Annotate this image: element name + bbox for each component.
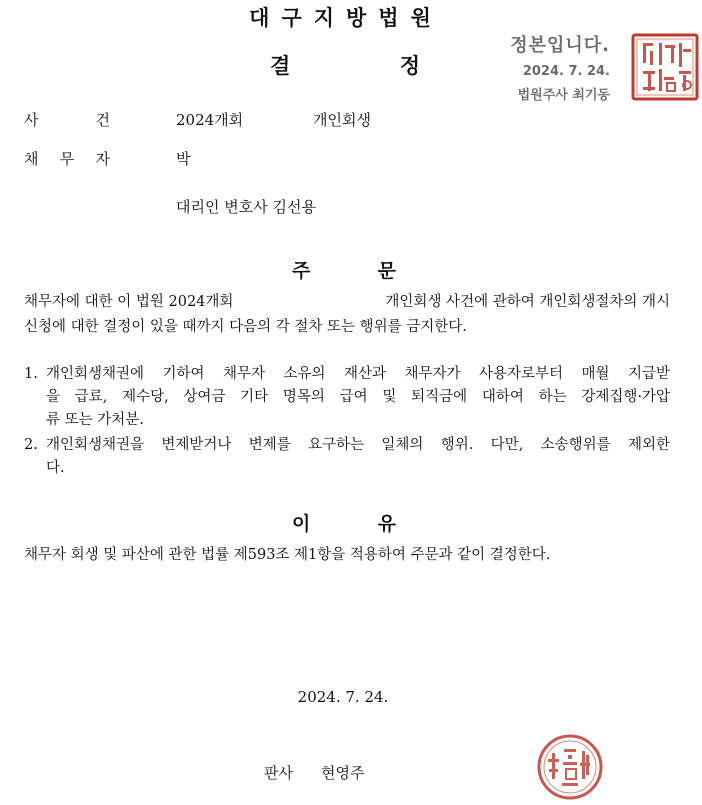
order-item-line: 개인회생채권을 변제받거나 변제를 요구하는 일체의 행위. 다만, 소송행위를 제외한 [46,437,670,453]
debtor-name: 박 [176,150,191,168]
debtor-label [24,148,110,169]
document-type-title [270,50,420,80]
order-item [24,434,670,480]
reason-title-char: 이 [292,513,311,535]
order-intro-part-a: 채무자에 대한 이 법원 2024개회 [24,294,234,310]
reason-title-char: 유 [377,513,396,535]
order-title-char: 문 [377,260,396,282]
court-seal-stamp [631,33,699,101]
case-label-char: 건 [95,111,110,129]
order-section-title [292,256,396,283]
decision-date: 2024. 7. 24. [297,688,389,706]
doc-type-char: 정 [399,54,420,78]
judge-seal-stamp [536,733,604,801]
judge-name: 현영주 [320,764,365,782]
order-intro-line-2: 신청에 대한 결정이 있을 때까지 다음의 각 절차 또는 행위를 금지한다. [24,319,467,335]
judge-signature-line [264,762,364,783]
case-label-char: 사 [24,111,39,129]
reason-text: 채무자 회생 및 파산에 관한 법률 제593조 제1항을 적용하여 주문과 같이 결정한다. [24,547,551,563]
debtor-label-char: 채 [24,150,39,168]
reason-section-title [292,509,396,536]
debtor-label-char: 무 [59,150,75,168]
order-item [24,363,670,432]
case-label [24,109,110,130]
doc-type-char: 결 [270,54,291,78]
order-item-number: 1. [24,366,38,382]
certified-copy-label: 정본입니다. [510,35,610,56]
debtor-label-char: 자 [95,150,110,168]
court-name: 대구지방법원 [249,6,443,30]
judge-title: 판사 [264,764,293,782]
case-number: 2024개회 [176,111,244,129]
court-clerk-name: 법원주사 최기동 [517,88,610,103]
order-title-char: 주 [292,260,311,282]
case-name: 개인회생 [313,111,371,129]
certified-copy-date: 2024. 7. 24. [522,64,610,79]
order-item-line: 개인회생채권에 기하여 채무자 소유의 재산과 채무자가 사용자로부터 매월 지급받 [46,366,670,382]
order-item-number: 2. [24,437,38,453]
legal-agent: 대리인 변호사 김선용 [176,198,316,216]
order-item-line: 다. [46,460,65,476]
order-item-line: 류 또는 가처분. [46,412,144,428]
order-intro-part-b: 개인회생 사건에 관하여 개인회생절차의 개시 [385,294,670,310]
order-item-line: 을 급료, 제수당, 상여금 기타 명목의 급여 및 퇴직금에 대하여 하는 강제집행·가압 [46,389,670,405]
